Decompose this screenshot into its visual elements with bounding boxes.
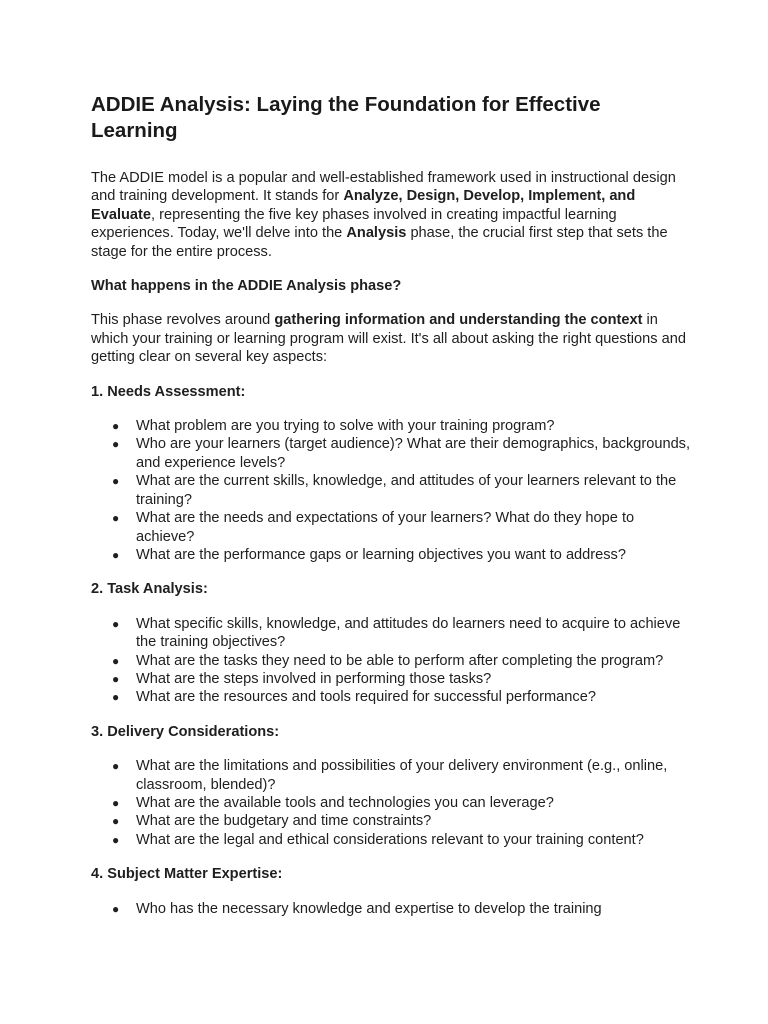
intro-bold-phases: Analyze, Design, Develop, Implement, and Evaluate bbox=[91, 188, 636, 223]
question-heading: What happens in the ADDIE Analysis phase? bbox=[91, 278, 402, 295]
list-item-text: What are the current skills, knowledge, and attitudes of your learners relevant to the training? bbox=[136, 473, 677, 508]
list-item bbox=[91, 615, 691, 652]
sections-container bbox=[91, 383, 691, 918]
section-heading: 3. Delivery Considerations: bbox=[91, 723, 280, 740]
bullet-icon: ● bbox=[112, 437, 120, 452]
intro-text-3: phase, the crucial first step that sets the stage for the entire process. bbox=[91, 225, 668, 260]
list-item bbox=[91, 831, 691, 849]
list-item-text: What are the limitations and possibilities of your delivery environment (e.g., online, classroom, blended)? bbox=[136, 758, 668, 793]
list-item bbox=[91, 435, 691, 472]
bullet-icon: ● bbox=[112, 759, 120, 774]
bullet-icon: ● bbox=[112, 690, 120, 705]
list-item-text: What are the budgetary and time constraints? bbox=[136, 813, 432, 830]
bullet-icon: ● bbox=[112, 419, 120, 434]
list-item bbox=[91, 794, 691, 812]
bullet-icon: ● bbox=[112, 511, 120, 526]
list-item bbox=[91, 688, 691, 706]
bullet-list bbox=[91, 417, 691, 564]
bullet-list bbox=[91, 757, 691, 849]
list-item bbox=[91, 812, 691, 830]
bullet-list bbox=[91, 900, 691, 918]
bullet-icon: ● bbox=[112, 474, 120, 489]
intro-text-2: , representing the five key phases involved in creating impactful learning experiences. Today, we'll delve into the bbox=[91, 206, 617, 242]
list-item-text: What are the steps involved in performing those tasks? bbox=[136, 670, 492, 687]
list-item-text: Who has the necessary knowledge and expertise to develop the training bbox=[136, 900, 602, 917]
list-item-text: What are the needs and expectations of your learners? What do they hope to achieve? bbox=[136, 510, 635, 545]
list-item-text: What specific skills, knowledge, and attitudes do learners need to acquire to achieve the training objectives? bbox=[136, 615, 681, 651]
bullet-icon: ● bbox=[112, 901, 120, 916]
bullet-icon: ● bbox=[112, 616, 120, 631]
bullet-icon: ● bbox=[112, 832, 120, 847]
list-item bbox=[91, 670, 691, 688]
intro-text-1: The ADDIE model is a popular and well-established framework used in instructional design and training development. It stands for bbox=[91, 170, 676, 205]
list-item-text: What are the legal and ethical considerations relevant to your training content? bbox=[136, 831, 644, 848]
phase-bold-text: gathering information and understanding the context bbox=[274, 312, 643, 329]
list-item-text: What are the tasks they need to be able to perform after completing the program? bbox=[136, 652, 664, 669]
list-item bbox=[91, 900, 691, 918]
phase-text-2: in which your training or learning program will exist. It's all about asking the right questions and getting clear on several key aspects: bbox=[91, 312, 686, 366]
list-item bbox=[91, 757, 691, 794]
list-item-text: What problem are you trying to solve with your training program? bbox=[136, 418, 555, 435]
bullet-icon: ● bbox=[112, 653, 120, 668]
bullet-icon: ● bbox=[112, 671, 120, 686]
intro-paragraph bbox=[91, 169, 691, 261]
bullet-list bbox=[91, 615, 691, 707]
list-item bbox=[91, 472, 691, 509]
list-item-text: What are the resources and tools required for successful performance? bbox=[136, 689, 596, 706]
list-item bbox=[91, 509, 691, 546]
bullet-icon: ● bbox=[112, 547, 120, 562]
document-page bbox=[91, 92, 691, 934]
phase-paragraph bbox=[91, 311, 691, 366]
phase-text-1: This phase revolves around bbox=[91, 312, 275, 329]
section-heading: 4. Subject Matter Expertise: bbox=[91, 866, 283, 883]
bullet-icon: ● bbox=[112, 795, 120, 810]
list-item bbox=[91, 546, 691, 564]
list-item bbox=[91, 652, 691, 670]
section-heading: 2. Task Analysis: bbox=[91, 581, 208, 598]
list-item bbox=[91, 417, 691, 435]
list-item-text: Who are your learners (target audience)? What are their demographics, backgrounds, and experience levels? bbox=[136, 436, 691, 471]
page-title: ADDIE Analysis: Laying the Foundation for Effective Learning bbox=[91, 93, 601, 142]
list-item-text: What are the available tools and technologies you can leverage? bbox=[136, 794, 554, 811]
intro-bold-analysis: Analysis bbox=[346, 225, 407, 242]
bullet-icon: ● bbox=[112, 814, 120, 829]
list-item-text: What are the performance gaps or learning objectives you want to address? bbox=[136, 546, 626, 563]
section-heading: 1. Needs Assessment: bbox=[91, 383, 246, 400]
